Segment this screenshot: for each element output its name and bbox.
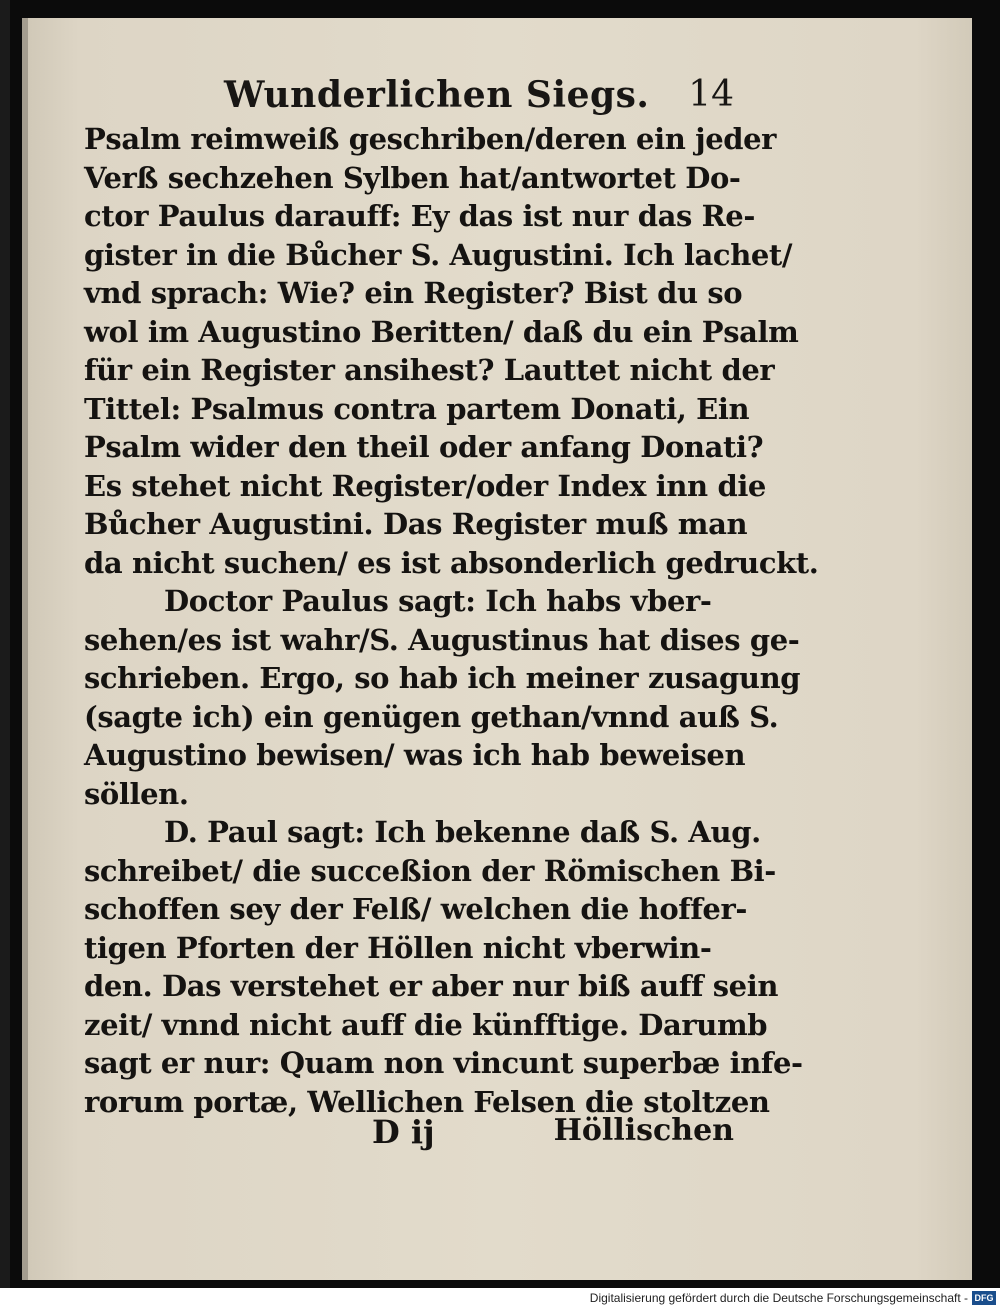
dfg-logo-icon: DFG (972, 1291, 996, 1305)
text-line: da nicht suchen/ es ist absonderlich gedruckt. (84, 545, 819, 580)
body-text (84, 120, 819, 1121)
text-line: Verß sechzehen Sylben hat/antwortet Do- (84, 160, 741, 195)
running-head: Wunderlichen Siegs. (224, 74, 650, 116)
funding-credit: Digitalisierung gefördert durch die Deutsche Forschungsgemeinschaft - (589, 1291, 968, 1305)
text-line: sehen/es ist wahr/S. Augustinus hat dises ge- (84, 622, 800, 657)
text-line: söllen. (84, 776, 189, 811)
text-line: Augustino bewisen/ was ich hab beweisen (84, 738, 746, 772)
text-line: den. Das verstehet er aber nur biß auff sein (84, 969, 779, 1003)
text-line: Bůcher Augustini. Das Register muß man (84, 507, 748, 541)
text-line: Psalm wider den theil oder anfang Donati? (84, 430, 764, 464)
text-line: zeit/ vnnd nicht auff die künfftige. Darumb (84, 1007, 768, 1042)
text-line: vnd sprach: Wie? ein Register? Bist du so (84, 276, 743, 310)
page-header (224, 74, 734, 120)
text-line: schoffen sey der Felß/ welchen die hoffer- (84, 892, 748, 926)
text-line: Es stehet nicht Register/oder Index inn die (84, 468, 766, 503)
paragraph-start-line: Doctor Paulus sagt: Ich habs vber- (164, 584, 712, 618)
page-gutter-shadow (22, 18, 28, 1280)
text-line: Tittel: Psalmus contra partem Donati, Ein (84, 391, 750, 426)
text-line: (sagte ich) ein genügen gethan/vnnd auß S. (84, 699, 779, 734)
page-footer (372, 1113, 734, 1153)
signature-mark: D ij (372, 1113, 435, 1151)
text-line: gister in die Bůcher S. Augustini. Ich lachet/ (84, 237, 793, 272)
text-line: für ein Register ansihest? Lauttet nicht der (84, 353, 775, 387)
catchword: Höllischen (553, 1113, 734, 1148)
scan-edge (0, 0, 10, 1288)
text-line: schreibet/ die succeßion der Römischen Bi- (84, 853, 776, 888)
text-line: ctor Paulus darauff: Ey das ist nur das Re- (84, 199, 755, 233)
text-line: rorum portæ, Wellichen Felsen die stoltzen (84, 1084, 770, 1119)
text-line: sagt er nur: Quam non vincunt superbæ infe- (84, 1046, 803, 1080)
text-line: Psalm reimweiß geschriben/deren ein jeder (84, 122, 777, 156)
credit-bar (0, 1288, 1000, 1310)
text-line: wol im Augustino Beritten/ daß du ein Psalm (84, 314, 799, 349)
page-number: 14 (688, 74, 734, 115)
text-line: tigen Pforten der Höllen nicht vberwin- (84, 930, 712, 965)
text-line: schrieben. Ergo, so hab ich meiner zusagung (84, 661, 801, 695)
paragraph-start-line: D. Paul sagt: Ich bekenne daß S. Aug. (164, 815, 761, 849)
